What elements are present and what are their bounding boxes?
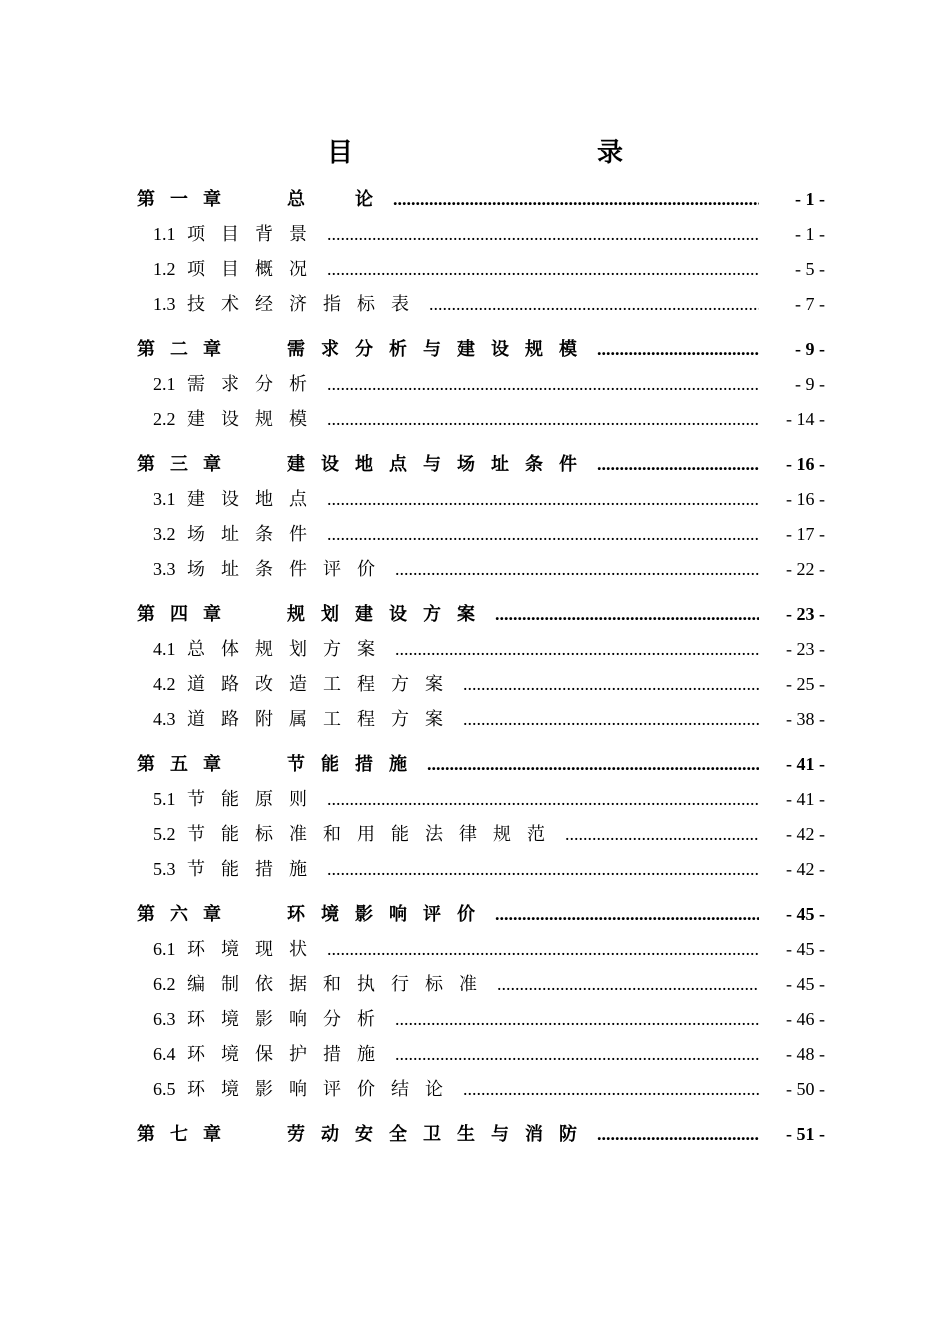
entry-page-number: - 38 -	[786, 709, 825, 729]
entry-page-number: - 51 -	[786, 1124, 825, 1144]
entry-title: 项目背景	[187, 224, 323, 244]
toc-section-entry[interactable]	[137, 482, 827, 517]
entry-page-number: - 45 -	[786, 904, 825, 924]
entry-number: 4.2	[153, 674, 176, 694]
dot-leader	[327, 852, 759, 887]
entry-page-number: - 9 -	[795, 339, 825, 359]
entry-title: 道路附属工程方案	[187, 709, 459, 729]
dot-leader	[327, 402, 759, 437]
entry-title: 需求分析与建设规模	[287, 339, 593, 359]
entry-number: 4.1	[153, 639, 176, 659]
entry-page-number: - 41 -	[786, 754, 825, 774]
toc-chapter-entry[interactable]	[137, 747, 827, 782]
entry-title: 场址条件评价	[187, 559, 391, 579]
entry-title: 节能原则	[187, 789, 323, 809]
entry-number: 5.1	[153, 789, 176, 809]
entry-title: 编制依据和执行标准	[187, 974, 493, 994]
entry-number: 3.1	[153, 489, 176, 509]
entry-number: 3.3	[153, 559, 176, 579]
entry-title: 环境影响评价结论	[187, 1079, 459, 1099]
dot-leader	[463, 1072, 759, 1107]
entry-page-number: - 41 -	[786, 789, 825, 809]
toc-section-entry[interactable]	[137, 1037, 827, 1072]
entry-title: 道路改造工程方案	[187, 674, 459, 694]
entry-page-number: - 5 -	[795, 259, 825, 279]
entry-title: 建设规模	[187, 409, 323, 429]
toc-chapter-entry[interactable]	[137, 182, 827, 217]
entry-number: 第三章	[137, 454, 236, 474]
toc-section-entry[interactable]	[137, 932, 827, 967]
toc-section-entry[interactable]	[137, 252, 827, 287]
toc-section-entry[interactable]	[137, 552, 827, 587]
dot-leader	[327, 367, 759, 402]
dot-leader	[597, 447, 759, 482]
dot-leader	[565, 817, 759, 852]
dot-leader	[327, 782, 759, 817]
entry-title: 项目概况	[187, 259, 323, 279]
entry-number: 2.2	[153, 409, 176, 429]
entry-number: 3.2	[153, 524, 176, 544]
dot-leader	[495, 597, 759, 632]
entry-title: 总体规划方案	[187, 639, 391, 659]
toc-chapter-entry[interactable]	[137, 897, 827, 932]
entry-number: 2.1	[153, 374, 176, 394]
entry-title: 需求分析	[187, 374, 323, 394]
dot-leader	[463, 667, 759, 702]
entry-page-number: - 23 -	[786, 639, 825, 659]
entry-number: 第二章	[137, 339, 236, 359]
toc-section-entry[interactable]	[137, 402, 827, 437]
entry-page-number: - 45 -	[786, 974, 825, 994]
entry-title: 环境现状	[187, 939, 323, 959]
entry-number: 1.2	[153, 259, 176, 279]
entry-title: 劳动安全卫生与消防	[287, 1124, 593, 1144]
toc-title: 目 录	[326, 138, 687, 167]
entry-number: 第五章	[137, 754, 236, 774]
toc-section-entry[interactable]	[137, 1072, 827, 1107]
toc-section-entry[interactable]	[137, 217, 827, 252]
entry-number: 6.2	[153, 974, 176, 994]
dot-leader	[497, 967, 759, 1002]
toc-section-entry[interactable]	[137, 817, 827, 852]
toc-chapter-entry[interactable]	[137, 597, 827, 632]
entry-number: 第一章	[137, 189, 236, 209]
entry-page-number: - 46 -	[786, 1009, 825, 1029]
entry-page-number: - 1 -	[795, 189, 825, 209]
entry-page-number: - 42 -	[786, 824, 825, 844]
entry-page-number: - 50 -	[786, 1079, 825, 1099]
dot-leader	[395, 632, 759, 667]
dot-leader	[393, 182, 759, 217]
toc-chapter-entry[interactable]	[137, 1117, 827, 1152]
dot-leader	[427, 747, 759, 782]
toc-chapter-entry[interactable]	[137, 447, 827, 482]
entry-page-number: - 42 -	[786, 859, 825, 879]
dot-leader	[395, 1002, 759, 1037]
toc-section-entry[interactable]	[137, 1002, 827, 1037]
dot-leader	[327, 517, 759, 552]
entry-title: 环境影响评价	[287, 904, 491, 924]
entry-title: 节能措施	[287, 754, 423, 774]
entry-number: 5.3	[153, 859, 176, 879]
entry-title: 总 论	[287, 189, 389, 209]
entry-page-number: - 17 -	[786, 524, 825, 544]
toc-section-entry[interactable]	[137, 667, 827, 702]
entry-number: 6.3	[153, 1009, 176, 1029]
dot-leader	[597, 1117, 759, 1152]
entry-page-number: - 16 -	[786, 454, 825, 474]
entry-title: 建设地点	[187, 489, 323, 509]
toc-section-entry[interactable]	[137, 367, 827, 402]
toc-chapter-entry[interactable]	[137, 332, 827, 367]
toc-section-entry[interactable]	[137, 782, 827, 817]
entry-number: 6.4	[153, 1044, 176, 1064]
toc-section-entry[interactable]	[137, 632, 827, 667]
dot-leader	[327, 932, 759, 967]
entry-number: 6.5	[153, 1079, 176, 1099]
entry-number: 5.2	[153, 824, 176, 844]
entry-title: 建设地点与场址条件	[287, 454, 593, 474]
table-of-contents	[137, 182, 827, 1152]
toc-section-entry[interactable]	[137, 702, 827, 737]
dot-leader	[395, 552, 759, 587]
entry-title: 技术经济指标表	[187, 294, 425, 314]
dot-leader	[327, 217, 759, 252]
dot-leader	[597, 332, 759, 367]
entry-page-number: - 23 -	[786, 604, 825, 624]
entry-page-number: - 16 -	[786, 489, 825, 509]
entry-page-number: - 48 -	[786, 1044, 825, 1064]
dot-leader	[395, 1037, 759, 1072]
entry-number: 第七章	[137, 1124, 236, 1144]
toc-section-entry[interactable]	[137, 967, 827, 1002]
toc-section-entry[interactable]	[137, 517, 827, 552]
dot-leader	[327, 482, 759, 517]
entry-page-number: - 45 -	[786, 939, 825, 959]
entry-page-number: - 25 -	[786, 674, 825, 694]
entry-number: 1.3	[153, 294, 176, 314]
entry-title: 场址条件	[187, 524, 323, 544]
dot-leader	[429, 287, 759, 322]
entry-page-number: - 14 -	[786, 409, 825, 429]
entry-title: 节能标准和用能法律规范	[187, 824, 561, 844]
entry-number: 6.1	[153, 939, 176, 959]
entry-number: 第四章	[137, 604, 236, 624]
toc-section-entry[interactable]	[137, 852, 827, 887]
entry-page-number: - 9 -	[795, 374, 825, 394]
entry-title: 节能措施	[187, 859, 323, 879]
entry-page-number: - 1 -	[795, 224, 825, 244]
toc-section-entry[interactable]	[137, 287, 827, 322]
entry-page-number: - 22 -	[786, 559, 825, 579]
entry-number: 4.3	[153, 709, 176, 729]
dot-leader	[327, 252, 759, 287]
entry-title: 环境保护措施	[187, 1044, 391, 1064]
entry-number: 1.1	[153, 224, 176, 244]
dot-leader	[463, 702, 759, 737]
entry-title: 规划建设方案	[287, 604, 491, 624]
entry-number: 第六章	[137, 904, 236, 924]
dot-leader	[495, 897, 759, 932]
entry-page-number: - 7 -	[795, 294, 825, 314]
entry-title: 环境影响分析	[187, 1009, 391, 1029]
